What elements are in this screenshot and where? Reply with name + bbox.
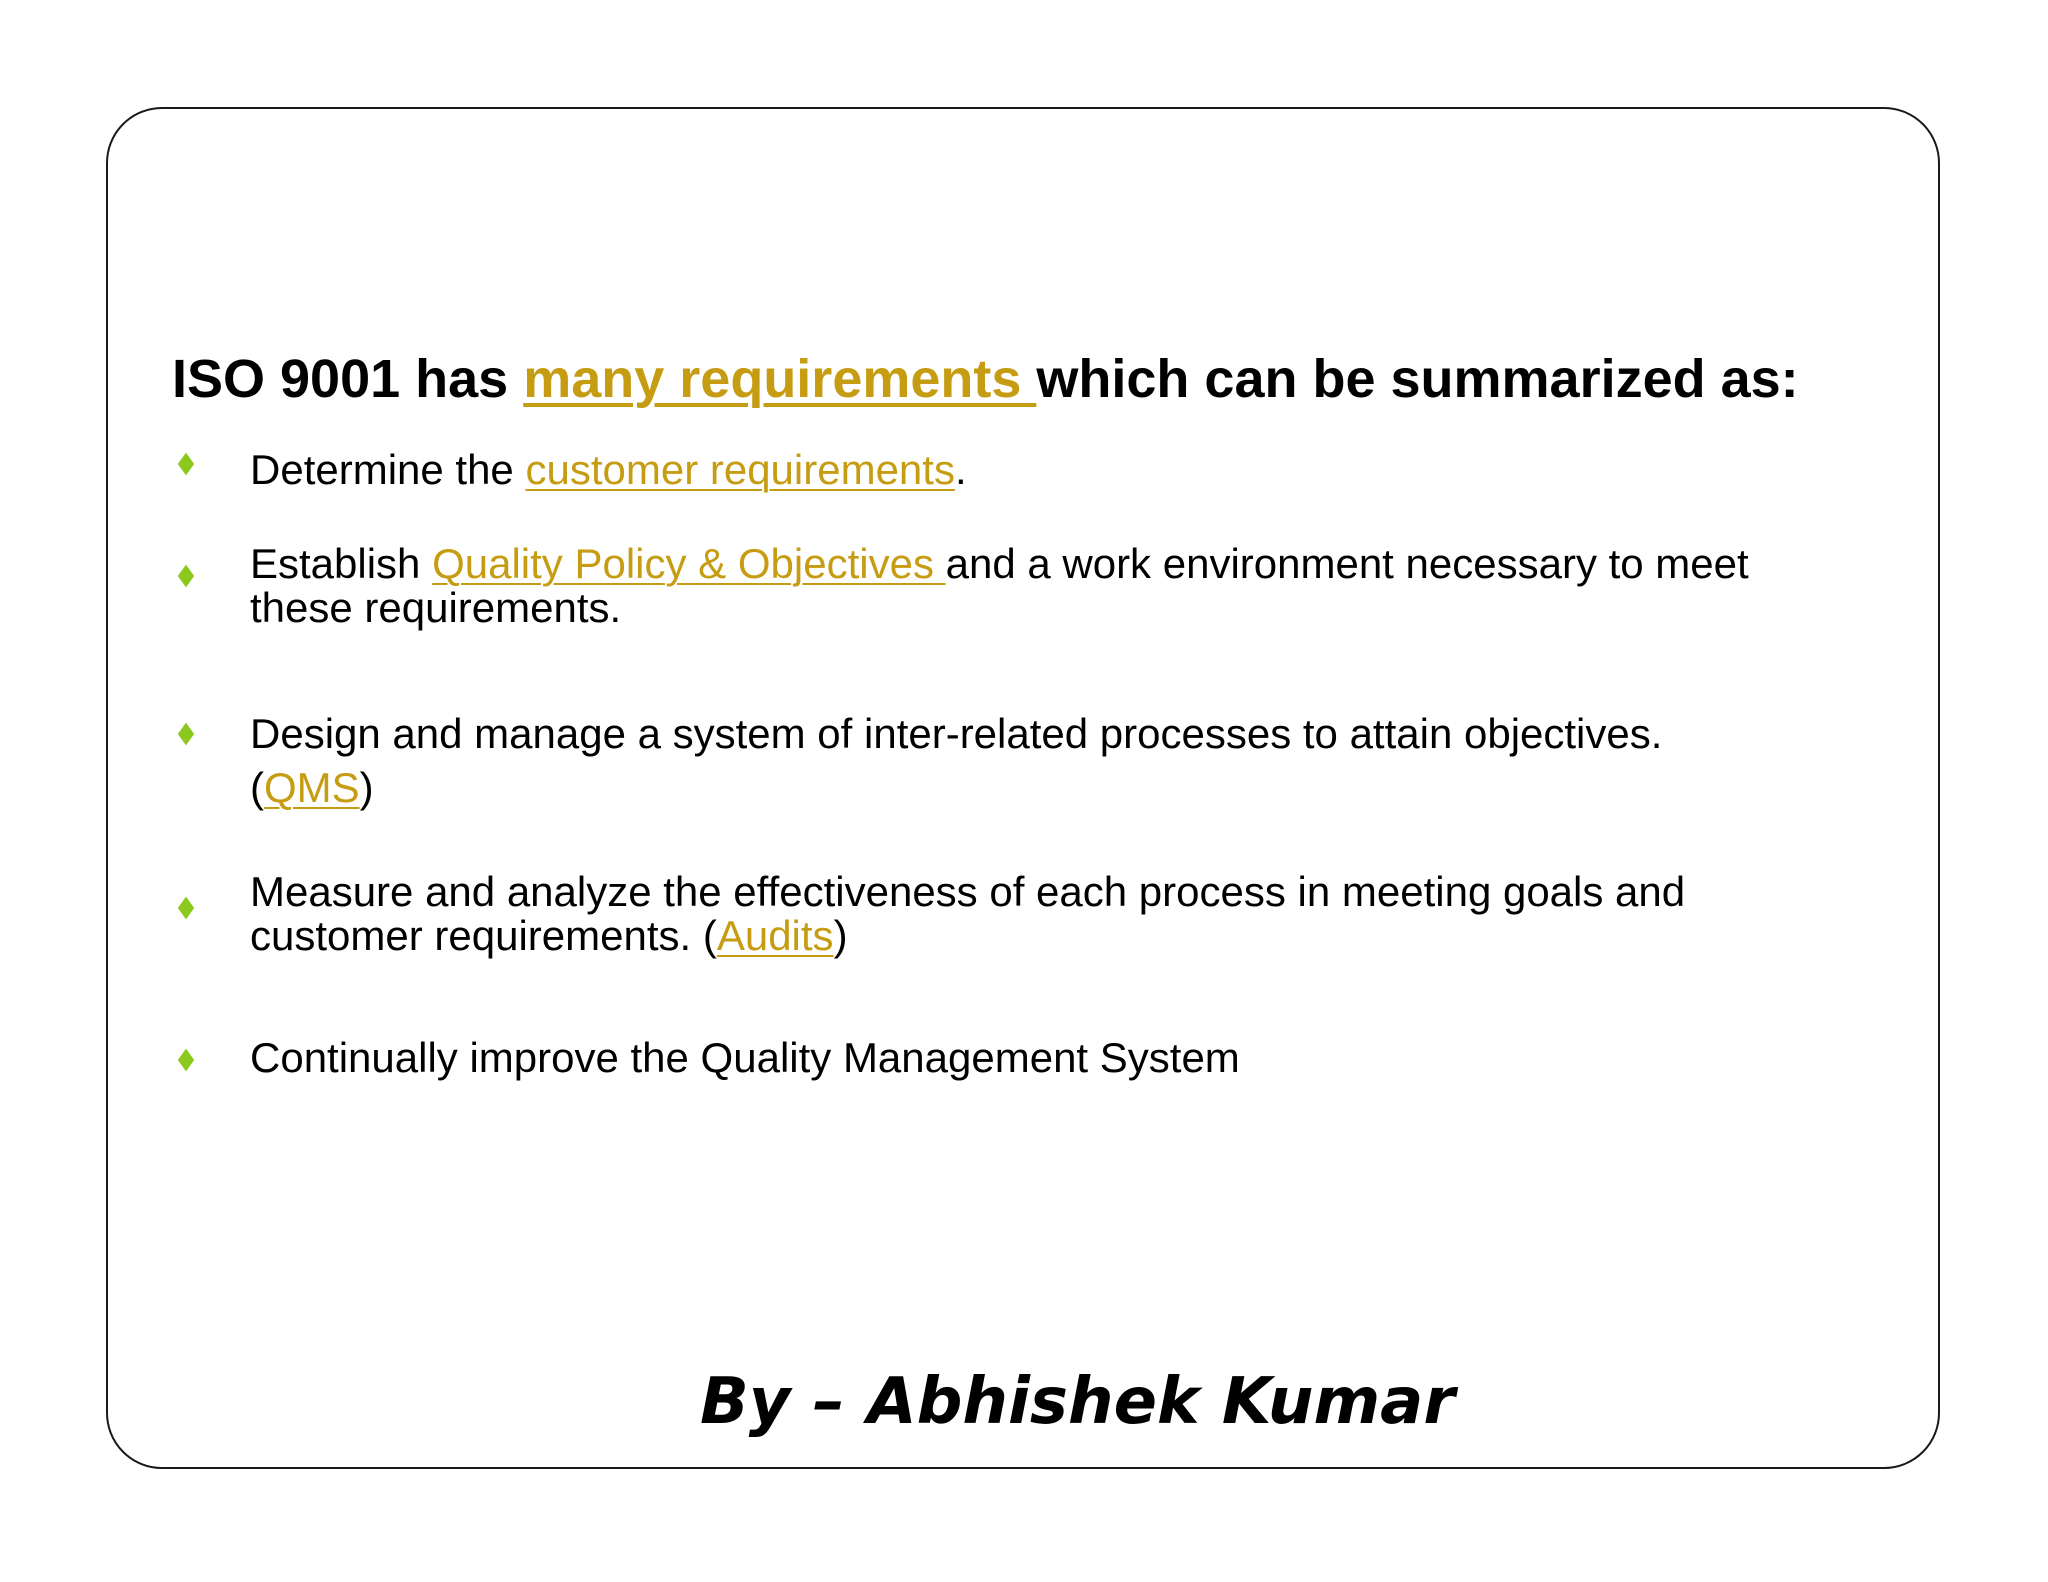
qms-link[interactable]: QMS [264,764,360,811]
list-item-text: Measure and analyze the effectiveness of each process in meeting goals and [250,868,1686,915]
list-item-text-line2: customer requirements. (Audits) [250,912,848,959]
list-item-text-line2: (QMS) [250,764,374,811]
list-item-text: Continually improve the Quality Management System [250,1034,1240,1081]
list-item-text: Establish Quality Policy & Objectives and a work environment necessary to meet [250,540,1749,587]
audits-link[interactable]: Audits [716,912,834,959]
heading-text-before: ISO 9001 has [172,349,524,409]
heading-text-after: which can be summarized as: [1036,349,1799,409]
list-item-text-line2: these requirements. [250,584,622,631]
quality-policy-objectives-link[interactable]: Quality Policy & Objectives [432,540,946,587]
many-requirements-link[interactable]: many requirements [523,349,1037,409]
list-item-text: Determine the customer requirements. [250,446,967,493]
customer-requirements-link[interactable]: customer requirements [525,446,955,493]
list-item-text: Design and manage a system of inter-related processes to attain objectives. [250,710,1663,757]
slide-heading [172,344,1799,414]
author-signature: By – Abhishek Kumar [700,1365,1455,1439]
